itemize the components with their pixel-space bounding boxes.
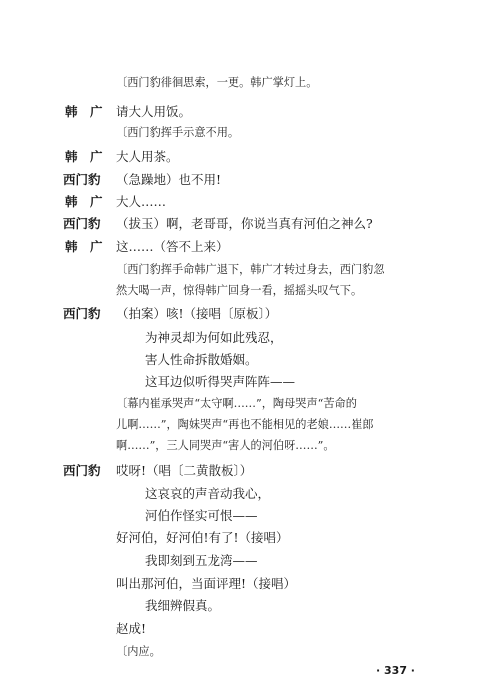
dialogue-line: 大人用茶。 xyxy=(116,149,179,164)
dialogue-line: （急躁地）也不用! xyxy=(116,172,222,187)
speaker-name: 韩 广 xyxy=(65,149,103,164)
dialogue-line: 好河伯，好河伯!有了!（接唱） xyxy=(116,530,289,545)
dialogue-line: 请大人用饭。 xyxy=(116,104,192,119)
stage-direction: 儿啊……”，陶妹哭声“再也不能相见的老娘……崔郎 xyxy=(116,418,374,431)
song-line: 这耳边似听得哭声阵阵—— xyxy=(145,374,296,389)
speaker-name: 西门豹 xyxy=(63,172,101,187)
speaker-name: 韩 广 xyxy=(65,104,103,119)
speaker-name: 西门豹 xyxy=(63,216,101,231)
song-line: 我细辨假真。 xyxy=(145,598,221,613)
stage-direction: 然大喝一声，惊得韩广回身一看，摇摇头叹气下。 xyxy=(116,284,363,297)
page-number: · 337 · xyxy=(376,664,415,677)
stage-direction: 〔西门豹徘徊思索，一更。韩广掌灯上。 xyxy=(116,76,318,89)
dialogue-line: 叫出那河伯，当面评理!（接唱） xyxy=(116,576,297,591)
stage-direction: 〔内应。 xyxy=(116,645,161,658)
song-line: 害人性命拆散婚姻。 xyxy=(145,352,258,367)
speaker-name: 韩 广 xyxy=(65,239,103,254)
dialogue-line: 这……（答不上来） xyxy=(116,239,229,254)
dialogue-line: （拍案）咳!（接唱〔原板〕） xyxy=(116,306,278,321)
dialogue-line: 哎呀!（唱〔二黄散板〕） xyxy=(116,463,253,478)
stage-direction: 〔西门豹挥手示意不用。 xyxy=(116,126,240,139)
song-line: 为神灵却为何如此残忍， xyxy=(145,330,283,345)
song-line: 这哀哀的声音动我心， xyxy=(145,486,271,501)
dialogue-line: 大人…… xyxy=(116,194,167,209)
speaker-name: 西门豹 xyxy=(63,463,101,478)
stage-direction: 啊……”，三人同哭声“害人的河伯呀……”。 xyxy=(116,439,335,452)
song-line: 河伯作怪实可恨—— xyxy=(145,508,258,523)
speaker-name: 韩 广 xyxy=(65,194,103,209)
stage-direction: 〔幕内崔承哭声“太守啊……”，陶母哭声“苦命的 xyxy=(116,397,357,410)
stage-direction: 〔西门豹挥手命韩广退下，韩广才转过身去，西门豹忽 xyxy=(116,263,385,276)
dialogue-line: 赵成! xyxy=(116,621,147,636)
dialogue-line: （拔玉）啊，老哥哥，你说当真有河伯之神么? xyxy=(116,216,373,231)
song-line: 我即刻到五龙湾—— xyxy=(145,553,258,568)
speaker-name: 西门豹 xyxy=(63,306,101,321)
